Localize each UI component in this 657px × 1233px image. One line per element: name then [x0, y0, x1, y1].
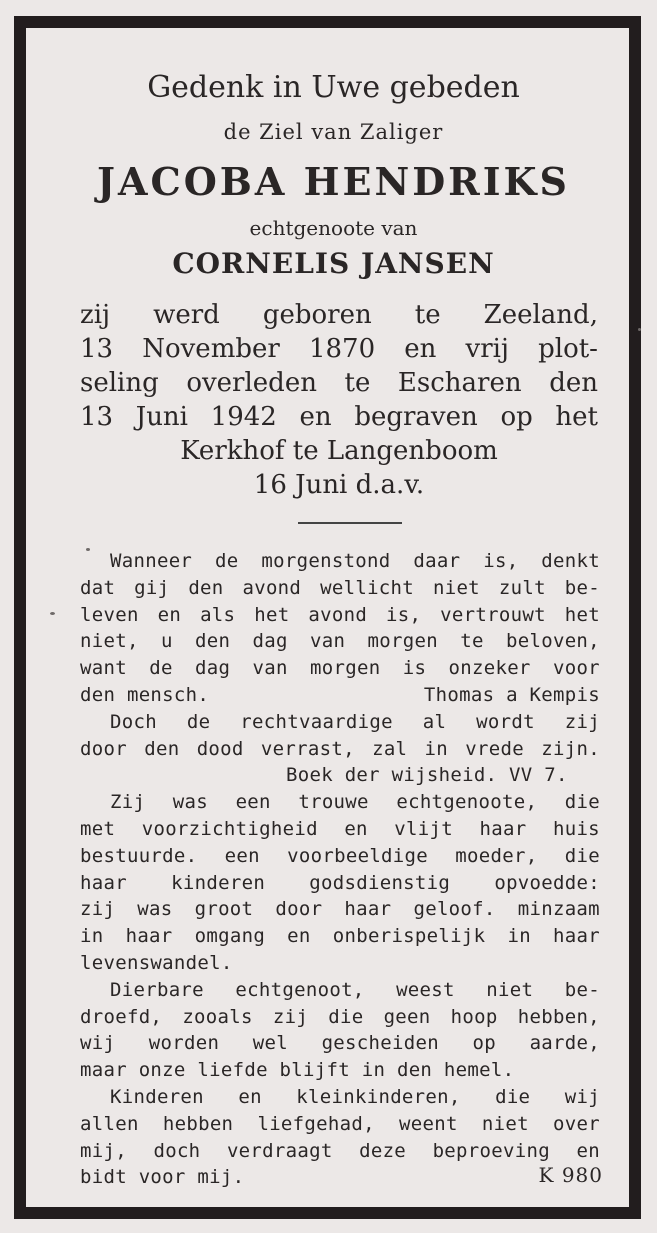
- word: die: [495, 1085, 531, 1108]
- word: weent: [399, 1112, 458, 1135]
- word: Kinderen: [110, 1085, 204, 1108]
- word: 1870: [308, 334, 376, 364]
- word: haar: [553, 925, 600, 948]
- text-line: [80, 896, 600, 923]
- soul-subheading: de Ziel van Zaliger: [223, 120, 444, 144]
- paragraph-spouse: [80, 977, 600, 1084]
- word: te: [344, 368, 371, 398]
- word: Wanneer: [110, 550, 193, 572]
- word: hoop: [450, 1005, 498, 1028]
- word: op: [472, 1032, 496, 1055]
- word: die: [564, 844, 600, 867]
- word: als: [200, 603, 236, 626]
- text-line-with-author: [80, 682, 600, 709]
- word: deze: [359, 1139, 407, 1162]
- text-line: [80, 1084, 600, 1111]
- word: vertrouwt: [440, 603, 546, 626]
- word: haar: [344, 898, 392, 921]
- word: met: [80, 817, 116, 840]
- quote-source: Boek der wijsheid. VV 7.: [286, 764, 568, 787]
- word: niet,: [80, 630, 139, 653]
- word: voor: [552, 657, 600, 680]
- bio-line-burial: Kerkhof te Langenboom: [180, 436, 498, 466]
- word: den: [549, 368, 598, 398]
- word: avond: [242, 576, 302, 599]
- paper-speck: [638, 328, 641, 331]
- word: allen: [80, 1112, 139, 1135]
- word: groot: [194, 898, 254, 921]
- word: dood: [196, 737, 244, 760]
- word: 13: [80, 402, 114, 432]
- bio-line: [80, 298, 598, 332]
- quote-author: Thomas a Kempis: [423, 683, 600, 706]
- word: 13: [80, 334, 114, 364]
- bio-line: [80, 366, 598, 400]
- word: in: [80, 925, 104, 948]
- word: een: [235, 791, 271, 814]
- word: niet: [432, 576, 480, 599]
- word: droefd,: [80, 1005, 163, 1028]
- word: moeder,: [455, 844, 538, 867]
- word: Juni: [135, 402, 188, 432]
- spouse-name: CORNELIS JANSEN: [172, 247, 495, 280]
- word: was: [137, 898, 173, 921]
- paper-speck: [50, 612, 55, 615]
- word: de: [149, 657, 173, 680]
- word: een: [224, 844, 260, 867]
- text-line: [80, 548, 600, 575]
- word: is: [402, 657, 427, 680]
- word: zooals: [182, 1005, 253, 1028]
- word: geboren: [262, 300, 372, 330]
- word: het: [254, 603, 290, 626]
- text-line: [80, 816, 600, 843]
- word: kinderen: [171, 871, 266, 894]
- text-line: levenswandel.: [80, 951, 233, 974]
- word: worden: [148, 1032, 220, 1055]
- word: daar: [413, 550, 461, 572]
- word: denkt: [541, 550, 600, 572]
- text-line: [80, 789, 600, 816]
- text-line: [80, 575, 600, 602]
- word: hebben,: [517, 1005, 600, 1028]
- word: den: [144, 737, 180, 760]
- word: zij: [80, 898, 116, 921]
- text-line: [80, 602, 600, 629]
- word: is,: [386, 603, 422, 626]
- text-line: bidt voor mij.: [80, 1166, 245, 1189]
- word: zij: [272, 1005, 309, 1028]
- paragraph-children: [80, 1084, 600, 1191]
- word: gij: [134, 576, 170, 599]
- word: de: [215, 550, 239, 572]
- text-line: [80, 709, 600, 736]
- word: zijn.: [541, 737, 600, 760]
- word: haar: [479, 817, 527, 840]
- word: godsdienstig: [309, 871, 451, 894]
- word: zij: [564, 710, 600, 733]
- word: Escharen: [397, 368, 522, 398]
- word: morgenstond: [261, 550, 391, 572]
- word: was: [172, 791, 208, 814]
- word: en: [238, 1085, 262, 1108]
- word: vrij: [465, 334, 509, 364]
- word: opvoedde:: [494, 871, 600, 894]
- paragraph-kempis: [80, 548, 600, 709]
- word: den: [188, 576, 224, 599]
- word: echtgenoot,: [235, 978, 365, 1001]
- word: door: [80, 737, 127, 760]
- word: geloof.: [413, 898, 496, 921]
- word: zij: [80, 300, 111, 330]
- word: op: [500, 402, 533, 432]
- word: te: [460, 630, 484, 653]
- word: in: [424, 737, 449, 760]
- memorial-card: [14, 16, 641, 1219]
- word: Dierbare: [110, 978, 204, 1001]
- word: echtgenoote,: [396, 791, 538, 814]
- word: seling: [80, 368, 159, 398]
- word: beloven,: [506, 630, 600, 653]
- word: kleinkinderen,: [296, 1085, 461, 1108]
- word: 1942: [210, 402, 277, 432]
- word: weest: [396, 978, 455, 1001]
- text-line: [80, 1111, 600, 1138]
- word: en: [576, 1139, 600, 1162]
- bio-line-date: 16 Juni d.a.v.: [253, 470, 425, 500]
- word: vrede: [465, 737, 524, 760]
- text-line: [80, 736, 600, 763]
- spouse-intro: echtgenoote van: [249, 216, 418, 240]
- word: wij: [564, 1085, 600, 1108]
- paragraph-life: [80, 789, 600, 977]
- word: dag: [195, 657, 231, 680]
- word: want: [80, 657, 127, 680]
- word: geen: [383, 1005, 431, 1028]
- word: en: [287, 925, 311, 948]
- word: zal: [372, 737, 408, 760]
- word: wij: [80, 1032, 116, 1055]
- word: omgang: [194, 925, 266, 948]
- word: en: [344, 817, 368, 840]
- word: aarde,: [529, 1032, 600, 1055]
- word: verdraagt: [226, 1139, 333, 1162]
- word: zult: [498, 576, 546, 599]
- word: is,: [483, 550, 519, 572]
- word: Doch: [110, 710, 157, 733]
- word: voorbeeldige: [287, 844, 429, 867]
- word: begraven: [354, 402, 478, 432]
- word: hebben: [162, 1112, 234, 1135]
- word: over: [552, 1112, 600, 1135]
- word: dag: [252, 630, 288, 653]
- word: niet: [486, 978, 534, 1001]
- word: dat: [80, 576, 116, 599]
- word: de: [186, 710, 211, 733]
- divider-line: [298, 522, 402, 524]
- word: het: [564, 603, 600, 626]
- biography: [80, 298, 598, 502]
- word: wellicht: [320, 576, 415, 599]
- text-line: [80, 870, 600, 897]
- memorial-text: [80, 548, 600, 1191]
- word: Zij: [110, 791, 146, 814]
- word: bestuurde.: [80, 844, 198, 867]
- word: niet: [481, 1112, 529, 1135]
- word: be-: [564, 978, 600, 1001]
- word: overleden: [186, 368, 317, 398]
- print-code: K 980: [538, 1163, 603, 1187]
- word: die: [328, 1005, 364, 1028]
- word: haar: [125, 925, 173, 948]
- word: te: [414, 300, 441, 330]
- word: be-: [564, 576, 600, 599]
- word: onberispelijk: [332, 925, 486, 948]
- text-line: [80, 977, 600, 1004]
- word: plot-: [538, 334, 598, 364]
- word: doch: [153, 1139, 201, 1162]
- text-line: [80, 1138, 600, 1165]
- word: morgen: [310, 657, 381, 680]
- text-line: [80, 923, 600, 950]
- prayer-heading: Gedenk in Uwe gebeden: [147, 70, 520, 105]
- word: onzeker: [448, 657, 531, 680]
- word: wel: [252, 1032, 288, 1055]
- word: die: [564, 791, 600, 814]
- word: avond: [308, 603, 368, 626]
- word: en: [404, 334, 437, 364]
- word: en: [157, 603, 182, 626]
- word: Zeeland,: [483, 300, 598, 330]
- word: van: [310, 630, 346, 653]
- word: huis: [552, 817, 600, 840]
- deceased-name: JACOBA HENDRIKS: [96, 159, 571, 204]
- word: trouwe: [298, 791, 369, 814]
- word: gescheiden: [321, 1032, 439, 1055]
- word: wordt: [476, 710, 535, 733]
- word: u: [160, 630, 173, 653]
- word: werd: [153, 300, 220, 330]
- word: liefgehad,: [257, 1112, 375, 1135]
- text-line: den mensch.: [80, 683, 210, 706]
- word: door: [275, 898, 323, 921]
- word: November: [142, 334, 280, 364]
- word: en: [299, 402, 332, 432]
- word: leven: [80, 603, 139, 626]
- word: al: [422, 710, 447, 733]
- word: van: [252, 657, 288, 680]
- word: vlijt: [394, 817, 453, 840]
- word: voorzichtigheid: [141, 817, 318, 840]
- word: het: [555, 402, 598, 432]
- text-line: [80, 843, 600, 870]
- text-line: [80, 655, 600, 682]
- word: minzaam: [517, 898, 600, 921]
- text-line: [80, 1004, 600, 1031]
- text-line: maar onze liefde blijft in den hemel.: [80, 1059, 515, 1082]
- paper-speck: [86, 548, 90, 551]
- word: haar: [80, 871, 127, 894]
- word: verrast,: [260, 737, 355, 760]
- paragraph-wisdom: [80, 709, 600, 789]
- bio-line: [80, 332, 598, 366]
- text-line: [80, 628, 600, 655]
- word: mij,: [80, 1139, 127, 1162]
- word: in: [507, 925, 531, 948]
- word: den: [195, 630, 231, 653]
- word: beproeving: [432, 1139, 550, 1162]
- word: morgen: [367, 630, 438, 653]
- word: rechtvaardige: [240, 710, 393, 733]
- bio-line: [80, 400, 598, 434]
- text-line: [80, 1030, 600, 1057]
